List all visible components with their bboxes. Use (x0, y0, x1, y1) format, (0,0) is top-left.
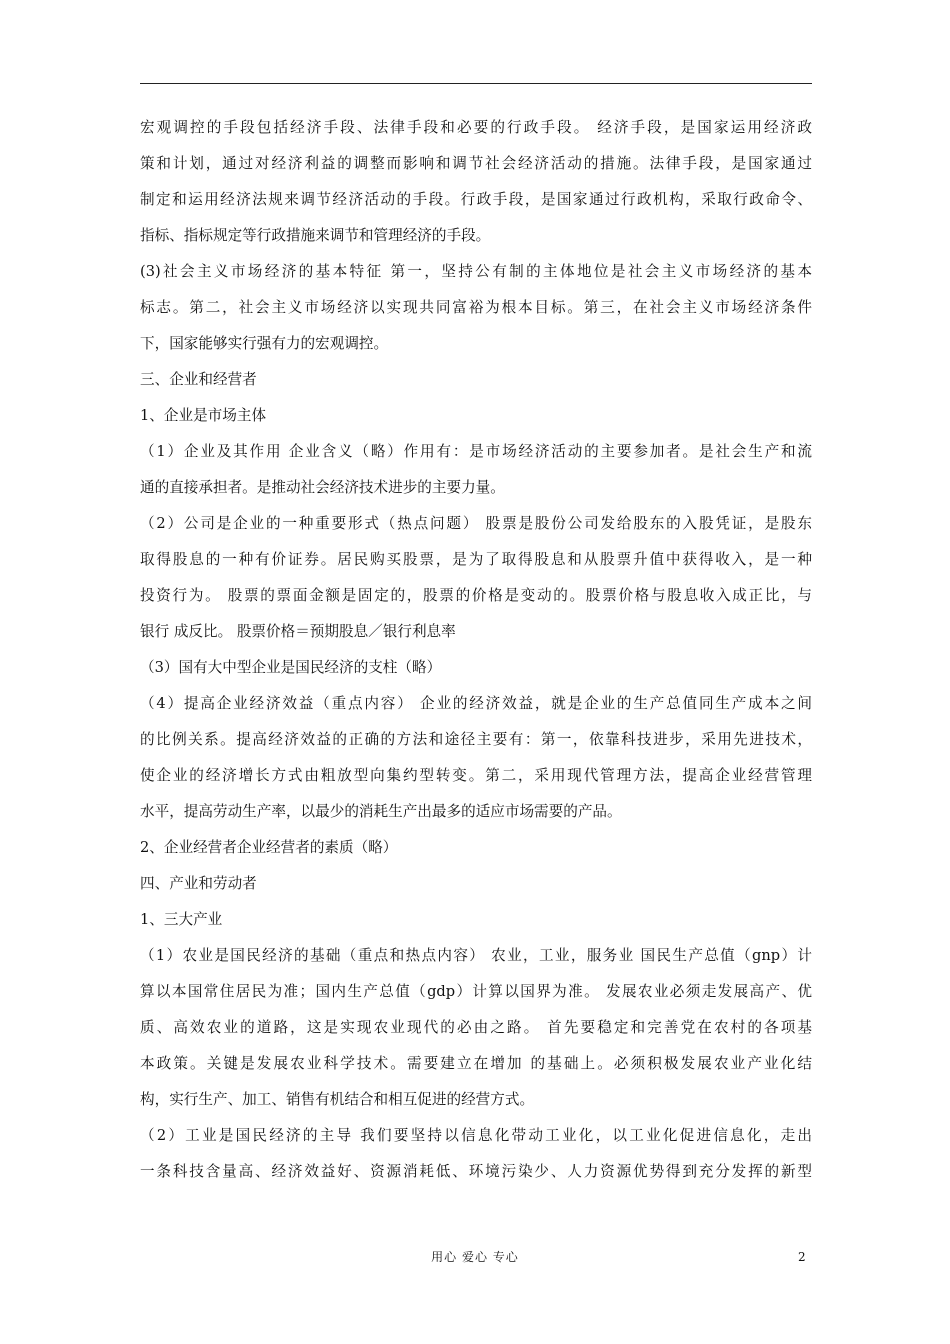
paragraph-line: 使企业的经济增长方式由粗放型向集约型转变。第二，采用现代管理方法，提高企业经营管理 (140, 767, 812, 784)
paragraph-line: 算以本国常住居民为准；国内生产总值（gdp）计算以国界为准。 发展农业必须走发展高产、优 (140, 983, 812, 1000)
paragraph-line: 的比例关系。提高经济效益的正确的方法和途径主要有：第一，依靠科技进步，采用先进技术， (140, 731, 812, 748)
paragraph-line: 标志。第二，社会主义市场经济以实现共同富裕为根本目标。第三，在社会主义市场经济条件 (140, 299, 812, 316)
paragraph-line: 投资行为。 股票的票面金额是固定的，股票的价格是变动的。股票价格与股息收入成正比，与 (140, 587, 812, 604)
section-heading: 四、产业和劳动者 (140, 875, 257, 892)
paragraph-line: （4）提高企业经济效益（重点内容） 企业的经济效益，就是企业的生产总值同生产成本之间 (140, 695, 812, 712)
paragraph-line: 指标、指标规定等行政措施来调节和管理经济的手段。 (140, 227, 491, 244)
paragraph-line: 取得股息的一种有价证券。居民购买股票，是为了取得股息和从股票升值中获得收入，是一种 (140, 551, 812, 568)
paragraph-line: （2）工业是国民经济的主导 我们要坚持以信息化带动工业化，以工业化促进信息化，走出 (140, 1127, 812, 1144)
paragraph-line: 下，国家能够实行强有力的宏观调控。 (140, 335, 389, 352)
paragraph-line: （2）公司是企业的一种重要形式（热点问题） 股票是股份公司发给股东的入股凭证，是股东 (140, 515, 812, 532)
paragraph-line: 构，实行生产、加工、销售有机结合和相互促进的经营方式。 (140, 1091, 535, 1108)
paragraph-line: 通的直接承担者。是推动社会经济技术进步的主要力量。 (140, 479, 505, 496)
paragraph-line: 宏观调控的手段包括经济手段、法律手段和必要的行政手段。 经济手段，是国家运用经济政 (140, 119, 812, 136)
paragraph-line: （1）农业是国民经济的基础（重点和热点内容） 农业，工业，服务业 国民生产总值（gnp）计 (140, 947, 812, 964)
section-heading: 三、企业和经营者 (140, 371, 257, 388)
paragraph-line: (3)社会主义市场经济的基本特征 第一，坚持公有制的主体地位是社会主义市场经济的基本 (140, 263, 812, 280)
subsection-heading: 1、企业是市场主体 (140, 407, 267, 424)
footer-motto: 用心 爱心 专心 (431, 1250, 519, 1264)
subsection-heading: 1、三大产业 (140, 911, 223, 928)
paragraph-line: 银行 成反比。 股票价格＝预期股息／银行利息率 (140, 623, 456, 640)
paragraph-line: （1）企业及其作用 企业含义（略）作用有：是市场经济活动的主要参加者。是社会生产和流 (140, 443, 812, 460)
paragraph-line: 一条科技含量高、经济效益好、资源消耗低、环境污染少、人力资源优势得到充分发挥的新型 (140, 1163, 812, 1180)
header-rule (140, 83, 812, 84)
page-number: 2 (798, 1250, 806, 1264)
paragraph-line: 本政策。关键是发展农业科学技术。需要建立在增加 的基础上。必须积极发展农业产业化结 (140, 1055, 812, 1072)
paragraph-line: 策和计划，通过对经济利益的调整而影响和调节社会经济活动的措施。法律手段，是国家通过 (140, 155, 812, 172)
paragraph-line: 水平，提高劳动生产率，以最少的消耗生产出最多的适应市场需要的产品。 (140, 803, 622, 820)
subsection-heading: 2、企业经营者企业经营者的素质（略） (140, 839, 398, 856)
paragraph-line: （3）国有大中型企业是国民经济的支柱（略） (140, 659, 442, 676)
paragraph-line: 质、高效农业的道路，这是实现农业现代的必由之路。 首先要稳定和完善党在农村的各项基 (140, 1019, 812, 1036)
paragraph-line: 制定和运用经济法规来调节经济活动的手段。行政手段，是国家通过行政机构，采取行政命令、 (140, 191, 812, 208)
